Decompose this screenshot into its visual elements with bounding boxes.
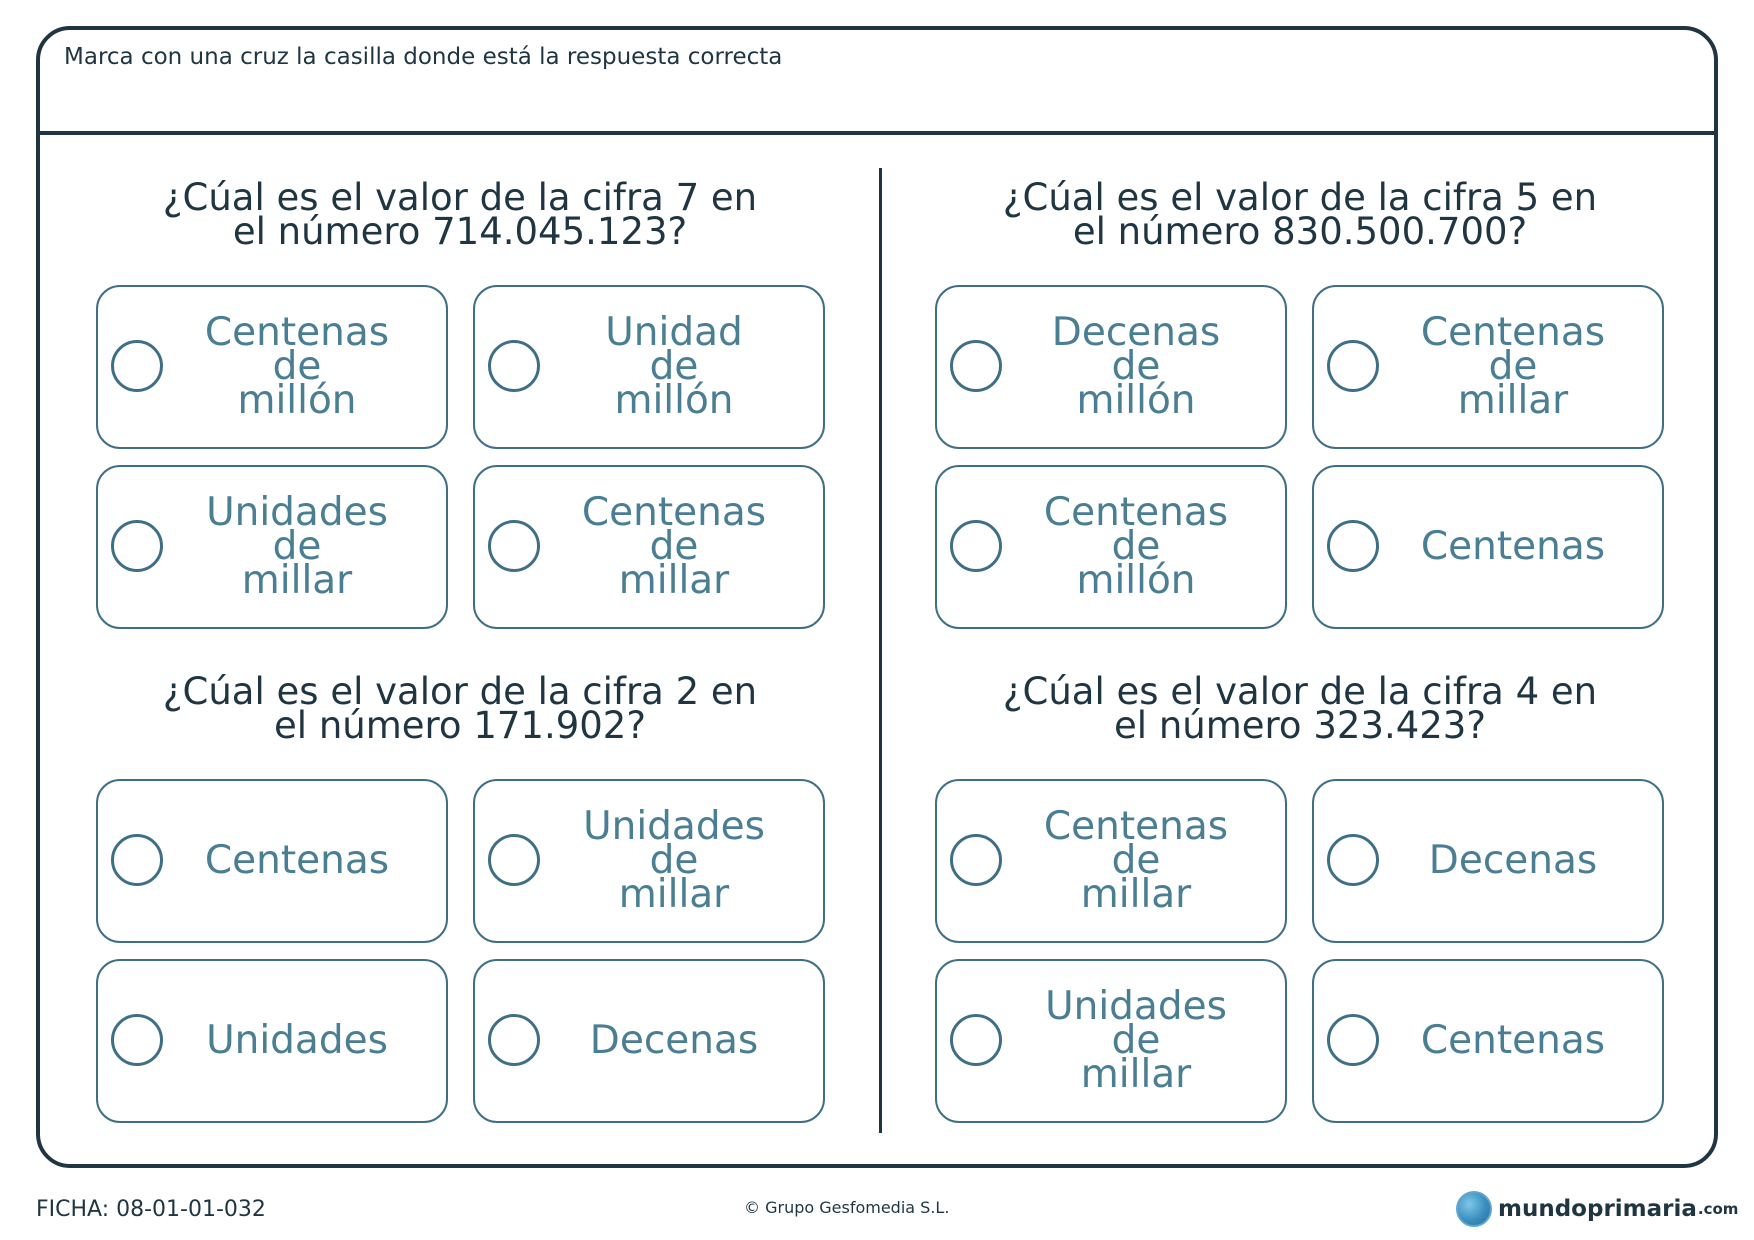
answer-checkbox[interactable]	[488, 834, 540, 886]
q3-option-2[interactable]	[473, 779, 825, 943]
q1-option-3[interactable]	[96, 465, 448, 629]
option-label: Unidades	[206, 1018, 388, 1063]
header-divider	[38, 131, 1716, 135]
q2-option-3[interactable]	[935, 465, 1287, 629]
option-label: Centenas	[1420, 1018, 1606, 1063]
q2-option-4[interactable]	[1312, 465, 1664, 629]
option-label: Unidades de millar	[1045, 984, 1227, 1097]
question-1-text: ¿Cúal es el valor de la cifra 7 en el número 714.045.123?	[162, 176, 758, 253]
q2-option-1[interactable]	[935, 285, 1287, 449]
answer-checkbox[interactable]	[950, 834, 1002, 886]
answer-checkbox[interactable]	[488, 1014, 540, 1066]
option-label: Centenas de millón	[204, 310, 390, 423]
worksheet-code: FICHA: 08-01-01-032	[36, 1197, 266, 1222]
q4-option-4[interactable]	[1312, 959, 1664, 1123]
q4-option-1[interactable]	[935, 779, 1287, 943]
option-label: Centenas de millar	[581, 490, 767, 603]
answer-checkbox[interactable]	[950, 340, 1002, 392]
q3-option-4[interactable]	[473, 959, 825, 1123]
q4-option-3[interactable]	[935, 959, 1287, 1123]
option-label: Decenas	[1428, 838, 1598, 883]
instructions: Marca con una cruz la casilla donde está la respuesta correcta	[64, 44, 783, 70]
option-label: Unidades de millar	[206, 490, 388, 603]
brand-logo	[1456, 1189, 1738, 1229]
answer-checkbox[interactable]	[111, 1014, 163, 1066]
answer-checkbox[interactable]	[111, 520, 163, 572]
answer-checkbox[interactable]	[1327, 340, 1379, 392]
q1-option-1[interactable]	[96, 285, 448, 449]
q3-option-1[interactable]	[96, 779, 448, 943]
q3-option-3[interactable]	[96, 959, 448, 1123]
column-divider	[879, 168, 882, 1133]
question-4-text: ¿Cúal es el valor de la cifra 4 en el número 323.423?	[1002, 670, 1598, 747]
option-label: Centenas	[204, 838, 390, 883]
answer-checkbox[interactable]	[488, 340, 540, 392]
option-label: Decenas de millón	[1051, 310, 1221, 423]
option-label: Centenas de millar	[1420, 310, 1606, 423]
answer-checkbox[interactable]	[950, 520, 1002, 572]
option-label: Unidad de millón	[605, 310, 743, 423]
q1-option-2[interactable]	[473, 285, 825, 449]
answer-checkbox[interactable]	[488, 520, 540, 572]
answer-checkbox[interactable]	[1327, 1014, 1379, 1066]
brand-name: mundoprimaria	[1498, 1196, 1697, 1222]
option-label: Centenas de millón	[1043, 490, 1229, 603]
answer-checkbox[interactable]	[1327, 520, 1379, 572]
answer-checkbox[interactable]	[950, 1014, 1002, 1066]
q2-option-2[interactable]	[1312, 285, 1664, 449]
option-label: Decenas	[589, 1018, 759, 1063]
question-3-text: ¿Cúal es el valor de la cifra 2 en el número 171.902?	[162, 670, 758, 747]
question-2-text: ¿Cúal es el valor de la cifra 5 en el número 830.500.700?	[1002, 176, 1598, 253]
option-label: Centenas de millar	[1043, 804, 1229, 917]
copyright-notice: © Grupo Gesfomedia S.L.	[744, 1198, 950, 1217]
answer-checkbox[interactable]	[1327, 834, 1379, 886]
globe-icon	[1456, 1191, 1492, 1227]
answer-checkbox[interactable]	[111, 340, 163, 392]
q1-option-4[interactable]	[473, 465, 825, 629]
answer-checkbox[interactable]	[111, 834, 163, 886]
option-label: Unidades de millar	[583, 804, 765, 917]
q4-option-2[interactable]	[1312, 779, 1664, 943]
option-label: Centenas	[1420, 524, 1606, 569]
brand-suffix: .com	[1697, 1200, 1739, 1218]
